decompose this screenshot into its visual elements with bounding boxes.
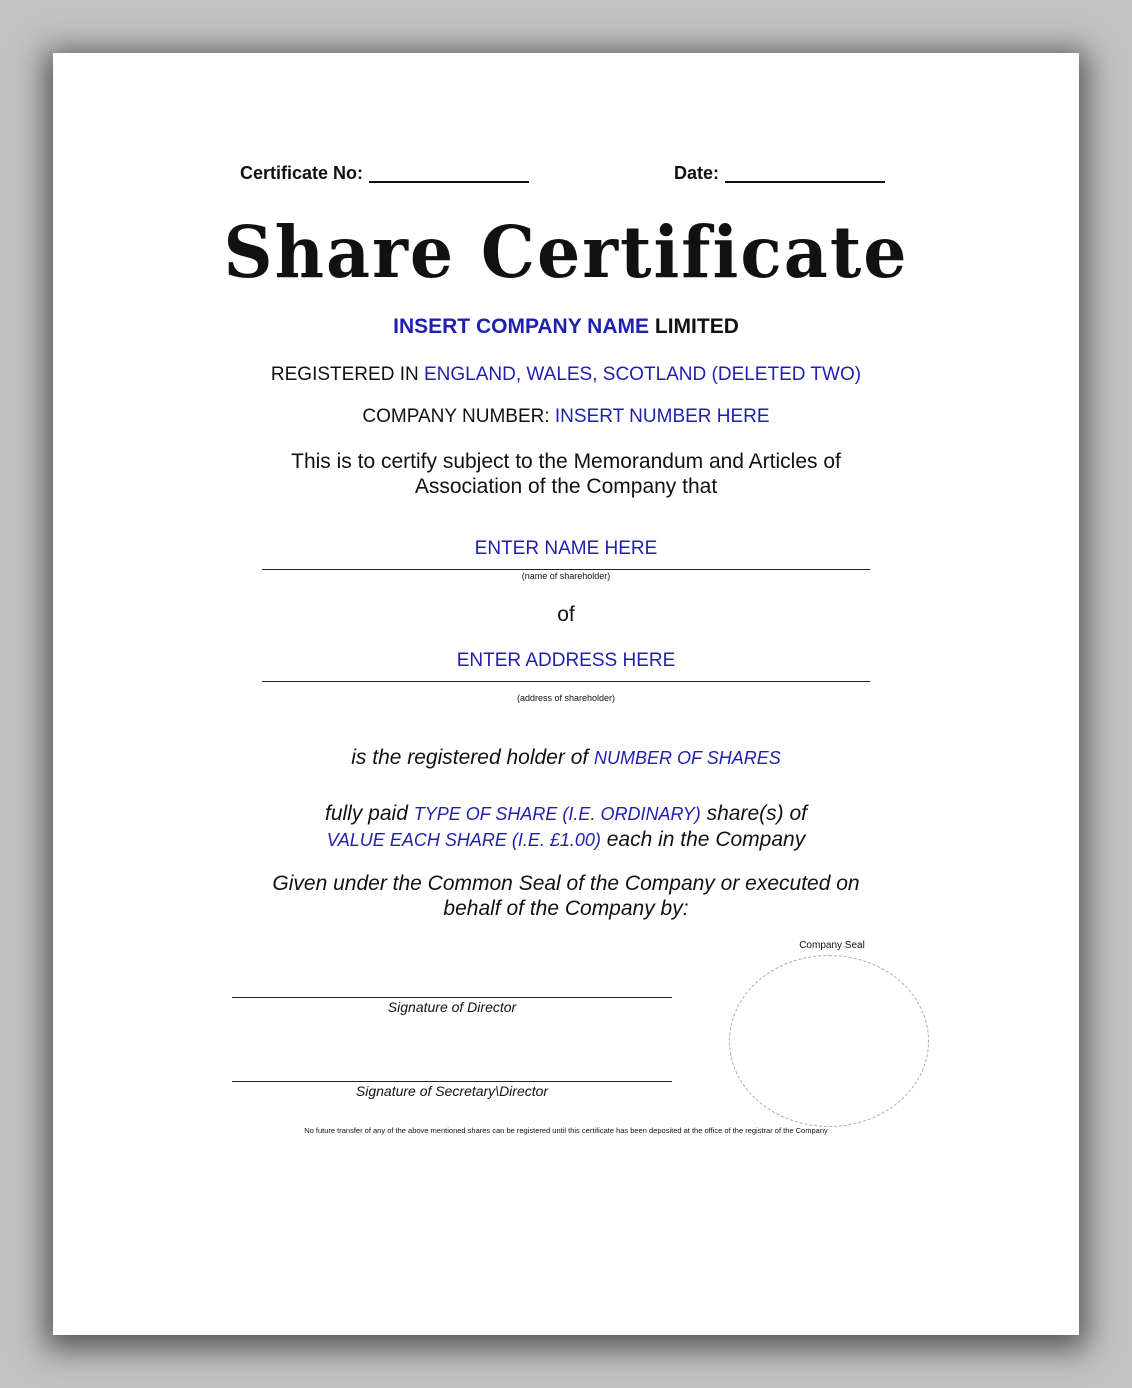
holder-text: is the registered holder of xyxy=(351,746,589,769)
given-line-1: Given under the Common Seal of the Company or executed on xyxy=(272,872,860,895)
share-type-placeholder[interactable]: TYPE OF SHARE (I.E. ORDINARY) xyxy=(413,804,701,824)
share-value-placeholder[interactable]: VALUE EACH SHARE (I.E. £1.00) xyxy=(326,830,601,850)
secretary-signature-label: Signature of Secretary\Director xyxy=(355,1083,549,1099)
company-suffix: LIMITED xyxy=(654,315,739,338)
company-number-line xyxy=(53,406,1079,428)
value-suffix: each in the Company xyxy=(606,828,806,851)
company-name-placeholder[interactable]: INSERT COMPANY NAME xyxy=(393,315,650,338)
transfer-footnote: No future transfer of any of the above mentioned shares can be registered until this certificate has been deposited at the office of the registrar of the Company xyxy=(304,1126,828,1135)
given-text xyxy=(53,871,1079,921)
director-signature-line[interactable] xyxy=(232,997,672,998)
paid-prefix: fully paid xyxy=(325,802,408,825)
registered-line xyxy=(53,364,1079,386)
date-label: Date: xyxy=(674,163,720,183)
holder-line xyxy=(53,746,1079,770)
certify-text xyxy=(53,449,1079,499)
of-text: of xyxy=(557,603,575,626)
company-number-value[interactable]: INSERT NUMBER HERE xyxy=(554,406,770,427)
certificate-no-field xyxy=(240,163,529,184)
number-of-shares-placeholder[interactable]: NUMBER OF SHARES xyxy=(594,748,781,768)
shareholder-name-placeholder[interactable]: ENTER NAME HERE xyxy=(474,538,658,559)
registered-label: REGISTERED IN xyxy=(270,364,419,385)
registered-value[interactable]: ENGLAND, WALES, SCOTLAND (DELETED TWO) xyxy=(424,364,862,385)
certificate-page xyxy=(53,53,1079,1335)
company-number-label: COMPANY NUMBER: xyxy=(362,406,550,427)
page-title: Share Certificate xyxy=(223,211,909,295)
date-blank[interactable] xyxy=(725,163,885,183)
secretary-signature-line[interactable] xyxy=(232,1081,672,1082)
shareholder-name-line xyxy=(262,569,870,570)
certificate-no-blank[interactable] xyxy=(369,163,529,183)
company-seal-label: Company Seal xyxy=(799,940,865,951)
company-seal-circle[interactable] xyxy=(729,955,929,1127)
director-signature-label: Signature of Director xyxy=(387,999,517,1015)
certify-line-1: This is to certify subject to the Memorandum and Articles of xyxy=(291,450,841,473)
shareholder-address-placeholder[interactable]: ENTER ADDRESS HERE xyxy=(456,650,676,671)
paid-suffix: share(s) of xyxy=(706,802,807,825)
date-field xyxy=(674,163,885,184)
shareholder-name-caption: (name of shareholder) xyxy=(521,571,611,581)
shareholder-address-line xyxy=(262,681,870,682)
given-line-2: behalf of the Company by: xyxy=(443,897,689,920)
shareholder-address-caption: (address of shareholder) xyxy=(516,693,616,703)
company-name-line xyxy=(53,315,1079,339)
fully-paid-text xyxy=(53,801,1079,853)
certify-line-2: Association of the Company that xyxy=(414,475,718,498)
certificate-no-label: Certificate No: xyxy=(240,163,364,183)
